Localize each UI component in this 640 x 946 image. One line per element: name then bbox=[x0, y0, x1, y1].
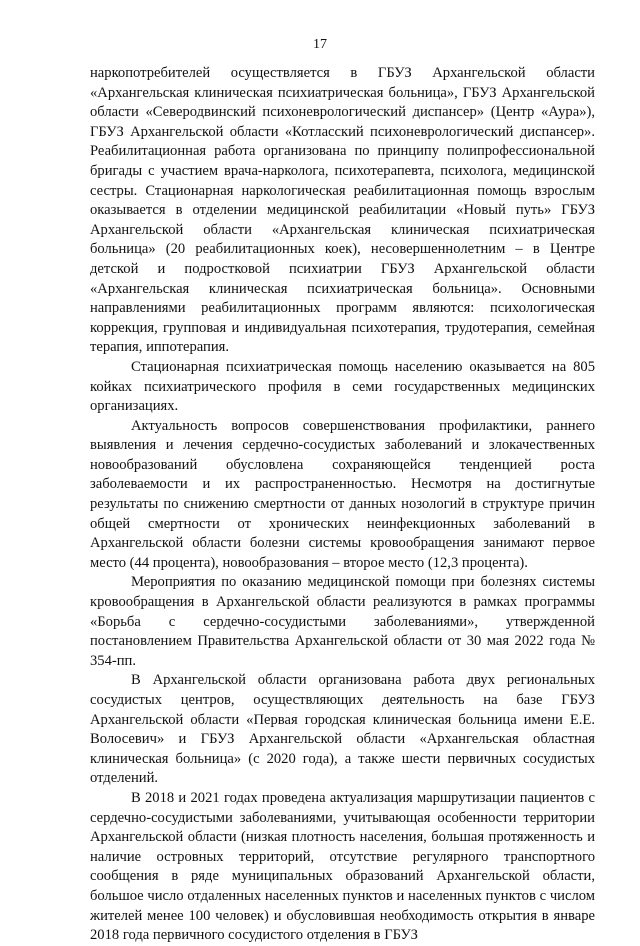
paragraph: В Архангельской области организована работа двух региональных сосудистых центров, осуществляющих деятельность на базе ГБУЗ Архангельской области «Первая городская клиническая больница имени Е.Е. Волосевич» и ГБУЗ Архангельской области «Архангельская областная клиническая больница» (с 2020 года), а также шести первичных сосудистых отделений. bbox=[90, 672, 595, 787]
page-number: 17 bbox=[313, 37, 327, 52]
document-body bbox=[90, 64, 595, 946]
paragraph: В 2018 и 2021 годах проведена актуализация маршрутизации пациентов с сердечно-сосудистыми заболеваниями, учитывающая особенности территории Архангельской области (низкая плотность населения, большая протяженность и наличие островных территорий, отсутствие регулярного транспортного сообщения в ряде муниципальных образований Архангельской области, большое число отдаленных населенных пунктов и населенных пунктов с числом жителей менее 100 человек) и обусловившая необходимость открытия в январе 2018 года первичного сосудистого отделения в ГБУЗ bbox=[90, 789, 595, 944]
paragraph-continuation: наркопотребителей осуществляется в ГБУЗ Архангельской области «Архангельская клиническая психиатрическая больница», ГБУЗ Архангельской области «Северодвинский психоневрологический диспансер» (Центр «Аура»), ГБУЗ Архангельской области «Котласский психоневрологический диспансер». Реабилитационная работа организована по принципу полипрофессиональной бригады с участием врача-нарколога, психотерапевта, психолога, медицинской сестры. Стационарная наркологическая реабилитационная помощь взрослым оказывается в отделении медицинской реабилитации «Новый путь» ГБУЗ Архангельской области «Архангельская клиническая психиатрическая больница» (20 реабилитационных коек), несовершеннолетним – в Центре детской и подростковой психиатрии ГБУЗ Архангельской области «Архангельская клиническая психиатрическая больница». Основными направлениями реабилитационных программ являются: психологическая коррекция, групповая и индивидуальная психотерапия, трудотерапия, семейная терапия, иппотерапия. bbox=[90, 65, 595, 356]
paragraph: Стационарная психиатрическая помощь населению оказывается на 805 койках психиатрического профиля в семи государственных медицинских организациях. bbox=[90, 358, 595, 415]
paragraph: Актуальность вопросов совершенствования профилактики, раннего выявления и лечения сердечно-сосудистых заболеваний и злокачественных новообразований обусловлена сохраняющейся тенденцией роста заболеваемости и их распространенностью. Несмотря на достигнутые результаты по снижению смертности от данных нозологий в структуре причин общей смертности от хронических неинфекционных заболеваний в Архангельской области болезни системы кровообращения занимают первое место (44 процента), новообразования – второе место (12,3 процента). bbox=[90, 417, 595, 571]
paragraph: Мероприятия по оказанию медицинской помощи при болезнях системы кровообращения в Архангельской области реализуются в рамках программы «Борьба с сердечно-сосудистыми заболеваниями», утвержденной постановлением Правительства Архангельской области от 30 мая 2022 года № 354-пп. bbox=[90, 574, 595, 669]
